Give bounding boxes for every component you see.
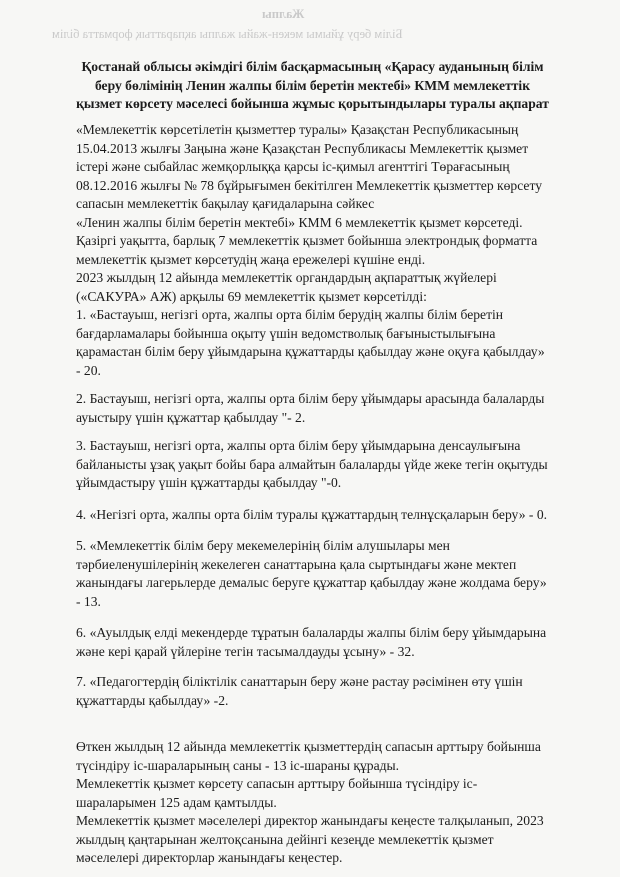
bleed-through-line: Білім беру ұйымы мекен-жайы жалпы ақпараттық форматта білім (52, 27, 403, 41)
closing-line: Өткен жылдың 12 айында мемлекеттік қызметтердің сапасын арттыру бойынша (76, 739, 541, 754)
intro-paragraph (76, 121, 596, 306)
item-line: 7. «Педагогтердің біліктілік санаттарын беру және растау рәсімінен өту үшін (76, 674, 523, 689)
item-line: қарамастан білім беру ұйымдарына құжаттарды қабылдау және оқуға қабылдау» (76, 344, 545, 359)
title-line: Қостанай облысы әкімдігі білім басқармасының «Қарасу ауданының білім (81, 59, 544, 74)
item-line: 2. Бастауыш, негізгі орта, жалпы орта білім беру ұйымдары арасында балаларды (76, 391, 545, 406)
closing-line: түсіндіру іс-шараларының саны - 13 іс-шараны құрады. (76, 757, 400, 773)
item-line: ұйымдастыру үшін құжаттарды қабылдау "-0. (76, 475, 342, 490)
item-line: 6. «Ауылдық елді мекендерде тұратын балаларды жалпы білім беру ұйымдарына (76, 625, 547, 640)
closing-line: мәселелері директорлар жанындағы кеңестер. (76, 850, 343, 865)
intro-line: 08.12.2016 жылғы № 78 бұйрығымен бекітілген Мемлекеттік қызметтер көрсету (76, 177, 543, 193)
bleed-through-text (0, 0, 620, 48)
item-line: 4. «Негізгі орта, жалпы орта білім туралы құжаттардың телнұсқаларын беру» - 0. (76, 507, 548, 522)
item-line: - 13. (76, 593, 101, 609)
item-line: байланысты ұзақ уақыт бойы бара алмайтын балаларды үйде жеке тегін оқытуды (76, 456, 548, 472)
item-line: жанындағы лагерьлерде демалыс беруге құжаттар қабылдау және жолдама беру» (76, 575, 547, 590)
title-line: беру бөлімінің Ленин жалпы білім беретін мектебі» КММ мемлекеттік (94, 77, 531, 93)
service-item (76, 537, 598, 611)
item-line: ауыстыру үшін құжаттар қабылдау "- 2. (76, 409, 306, 425)
closing-line: Мемлекеттік қызмет мәселелері директор жанындағы кеңесте талқыланып, 2023 (76, 813, 544, 828)
intro-line: істері және сыбайлас жемқорлыққа қарсы іс-қимыл агенттігі Төрағасының (76, 159, 510, 174)
service-item (76, 306, 598, 380)
closing-paragraph (76, 738, 596, 868)
service-item (76, 506, 598, 525)
bleed-through-line: Жалпы (262, 7, 305, 21)
service-item (76, 437, 598, 493)
item-line: құжаттарды қабылдау» -2. (76, 692, 229, 708)
intro-line: 15.04.2013 жылғы Заңына және Қазақстан Республикасы Мемлекеттік қызмет (76, 140, 529, 156)
service-item (76, 673, 598, 710)
intro-line: мемлекеттік қызмет көрсетудің жаңа ережелері күшіне енді. (76, 251, 426, 267)
intro-line: («САКУРА» АЖ) арқылы 69 мемлекеттік қызмет көрсетілді: (76, 288, 427, 304)
item-line: 5. «Мемлекеттік білім беру мекемелерінің білім алушылары мен (76, 538, 450, 553)
intro-line: «Ленин жалпы білім беретін мектебі» КММ 6 мемлекеттік қызмет көрсетеді. (76, 214, 523, 230)
item-line: 1. «Бастауыш, негізгі орта, жалпы орта білім берудің жалпы білім беретін (76, 307, 504, 322)
item-line: - 20. (76, 362, 101, 378)
closing-line: шараларымен 125 адам қамтылды. (76, 794, 277, 810)
intro-line: «Мемлекеттік көрсетілетін қызметтер туралы» Қазақстан Республикасының (76, 122, 519, 137)
item-line: және кері қарай үйлеріне тегін тасымалдауды ұсыну» - 32. (76, 643, 415, 659)
closing-line: жылдың қаңтарынан желтоқсанына дейінгі кезеңде мемлекеттік қызмет (76, 831, 494, 847)
service-item (76, 390, 598, 427)
intro-line: Қазіргі уақытта, барлық 7 мемлекеттік қызмет бойынша электрондық форматта (76, 233, 538, 248)
service-item (76, 624, 598, 661)
title-line: қызмет көрсету мәселесі бойынша жұмыс қорытындылары туралы ақпарат (76, 96, 549, 111)
intro-line: сапасын мемлекеттік бақылау қағидаларына сәйкес (76, 196, 375, 211)
item-line: бағдарламалары бойынша оқыту үшін ведомстволық бағыныстылығына (76, 325, 496, 341)
intro-line: 2023 жылдың 12 айында мемлекеттік органдардың ақпараттық жүйелері (76, 270, 497, 285)
closing-line: Мемлекеттік қызмет көрсету сапасын арттыру бойынша түсіндіру іс- (76, 776, 478, 791)
document-title (40, 58, 585, 114)
item-line: тәрбиеленушілерінің жекелеген санаттарына қала сыртындағы және мектеп (76, 556, 517, 572)
item-line: 3. Бастауыш, негізгі орта, жалпы орта білім беру ұйымдарына денсаулығына (76, 438, 521, 453)
